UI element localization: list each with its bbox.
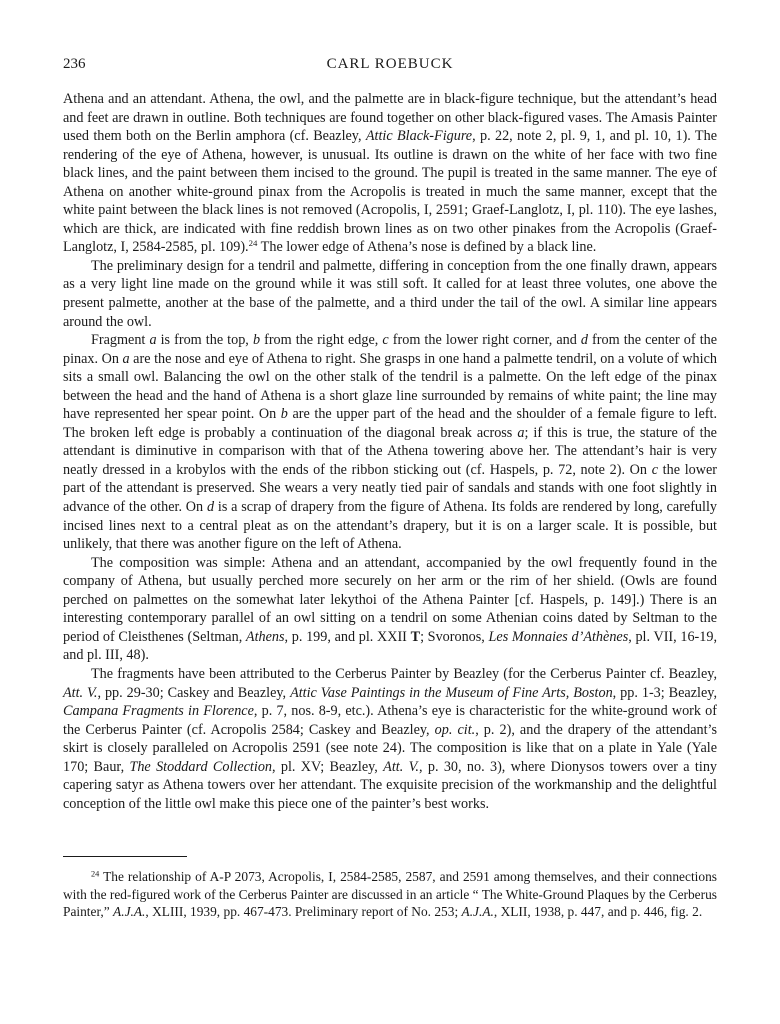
italic-citation: The Stoddard Collection (129, 758, 273, 775)
italic-letter: c (382, 332, 389, 349)
italic-letter: a (149, 332, 157, 349)
italic-letter: a (517, 424, 525, 441)
text-run: The composition was simple: Athena and an attendant, accompanied by the owl frequently found in the company of Athena, but usually perched more securely on her arm or the rim of her shield. (Owls are found perched on palmettes on the somewhat later lekythoi of the Athena Painter [cf. Haspels, p. 149].) There is an interesting contemporary parallel of an owl sitting on a tendril on some Athenian coins dated by Seltman to the period of Cleisthenes (Seltman, (63, 554, 717, 645)
text-run: is a scrap of drapery from the figure of Athena. Its folds are rendered by long, carefully incised lines next to a central pleat as on the attendant’s drapery, but it is on a larger scale. It is possible, but unlikely, that there was another figure on the left of Athena. (63, 499, 718, 553)
text-run: from the right edge, (260, 332, 383, 349)
paragraph-1 (63, 90, 717, 257)
text-run: Fragment (91, 332, 150, 349)
page-number: 236 (63, 56, 86, 72)
italic-citation: Att. V. (383, 758, 419, 775)
italic-citation: Les Monnaies d’Athènes (488, 628, 629, 645)
paragraph-5 (63, 665, 717, 813)
footnote-divider (63, 856, 187, 857)
text-run: , XLII, 1938, p. 447, and p. 446, fig. 2. (493, 904, 703, 919)
text-run: ; Svoronos, (420, 628, 489, 645)
italic-citation: A.J.A. (461, 904, 494, 919)
italic-citation: Athens (245, 628, 285, 645)
italic-letter: b (252, 332, 261, 349)
text-run: , p. 22, note 2, pl. 9, 1, and pl. 10, 1). The rendering of the eye of Athena, however, is unusual. Its outline is drawn on the white of her face with two fine black lines, and the paint between them incised to the ground. The pupil is treated in the same manner. The eye of Athena on another white-ground pinax from the Acropolis is treated in much the same manner, except that the white paint between the black lines is not removed (Acropolis, I, 2591; Graef-Langlotz, I, pl. 110). The eye lashes, which are thick, are indicated with fine reddish brown lines as on two other pinakes from the Acropolis (Graef-Langlotz, I, 2584-2585, pl. 109). (63, 128, 717, 256)
italic-letter: c (651, 461, 659, 478)
paragraph-2: The preliminary design for a tendril and palmette, differing in conception from the one finally drawn, appears as a very light line made on the ground while it was still soft. It called for at least three volutes, one above the present palmette, another at the base of the palmette, and a third under the tail of the owl. A similar line appears around the owl. (63, 257, 717, 330)
footnote-ref: 24 (248, 238, 258, 249)
text-run: from the center of the pinax. On (63, 332, 718, 367)
text-run: , p. 199, and pl. XXII (284, 628, 411, 645)
italic-citation: A.J.A. (113, 904, 146, 919)
italic-letter: b (280, 406, 288, 423)
bold-plate-letter: T (410, 628, 421, 645)
italic-citation: Campana Fragments in Florence (63, 703, 254, 720)
footnote-mark: 24 (91, 869, 100, 879)
text-run: , p. 2), and the drapery of the attendant’s skirt is closely paralleled on Acropolis 2591 (see note 24). The composition is like that on a plate in Yale (Yale 170; Baur, (63, 721, 717, 775)
page-header (63, 56, 717, 78)
paragraph-4 (63, 554, 717, 665)
text-run: , pl. VII, 16-19, and pl. III, 48). (63, 628, 717, 664)
italic-citation: Attic Vase Paintings in the Museum of Fine Arts, Boston (290, 684, 613, 701)
italic-letter: a (122, 350, 130, 367)
text-run: ; if this is true, the stature of the attendant is diminutive in comparison with that of the Athena towering above her. The attendant’s hair is very neatly dressed in a krobylos with the ends of the ribbon sticking out (cf. Haspels, p. 72, note 2). On (63, 424, 717, 478)
text-run: are the nose and eye of Athena to right. She grasps in one hand a palmette tendril, on a volute of which sits a small owl. Balancing the owl on the other stalk of the tendril is a palmette. On the left edge of the pinax between the head and the hand of Athena is a short glaze line surrounded by remains of white paint; the line may have represented her spear point. On (63, 350, 717, 423)
running-head-author: CARL ROEBUCK (326, 56, 454, 72)
text-run: , p. 30, no. 3), where Dionysos towers over a tiny capering satyr as Athena towers over her attendant. The exquisite precision of the workmanship and the delightful conception of the little owl make this piece one of the painter’s best works. (63, 758, 718, 812)
text-run: The relationship of A-P 2073, Acropolis, I, 2584-2585, 2587, and 2591 among themselves, and their connections with the red-figured work of the Cerberus Painter are discussed in an article “ The White-Ground Plaques by the Cerberus Painter,” (63, 869, 717, 919)
italic-citation: Attic Black-Figure (365, 128, 473, 145)
text-run: , pl. XV; Beazley, (272, 758, 384, 775)
body-text (63, 90, 717, 813)
italic-letter: d (206, 499, 215, 516)
text-run: from the lower right corner, and (388, 332, 581, 349)
text-run: Athena and an attendant. Athena, the owl, and the palmette are in black-figure technique, but the attendant’s head and feet are drawn in outline. Both techniques are found together on other black-figured vases. The Amasis Painter used them both on the Berlin amphora (cf. Beazley, (63, 91, 717, 145)
text-run: is from the top, (156, 332, 253, 349)
text-run: the lower part of the attendant is preserved. She wears a very neatly tied pair of sandals and stands with one foot slightly in advance of the other. On (63, 461, 717, 516)
italic-citation: op. cit. (434, 721, 476, 738)
text-run: , p. 7, nos. 8-9, etc.). Athena’s eye is characteristic for the white-ground work of the Cerberus Painter (cf. Acropolis 2584; Caskey and Beazley, (63, 703, 717, 738)
text-run: are the upper part of the head and the shoulder of a female figure to left. The broken left edge is probably a continuation of the diagonal break across (63, 406, 717, 441)
text-run: , XLIII, 1939, pp. 467-473. Preliminary report of No. 253; (145, 904, 462, 919)
text-run: , pp. 1-3; Beazley, (612, 684, 717, 701)
italic-letter: d (580, 332, 588, 349)
italic-citation: Att. V. (63, 684, 98, 701)
footnote-24 (63, 868, 717, 921)
paragraph-3 (63, 331, 717, 554)
text-run: The lower edge of Athena’s nose is defined by a black line. (257, 239, 597, 256)
text-run: , pp. 29-30; Caskey and Beazley, (97, 684, 291, 701)
text-run: The fragments have been attributed to the Cerberus Painter by Beazley (for the Cerberus Painter cf. Beazley, (91, 665, 717, 682)
